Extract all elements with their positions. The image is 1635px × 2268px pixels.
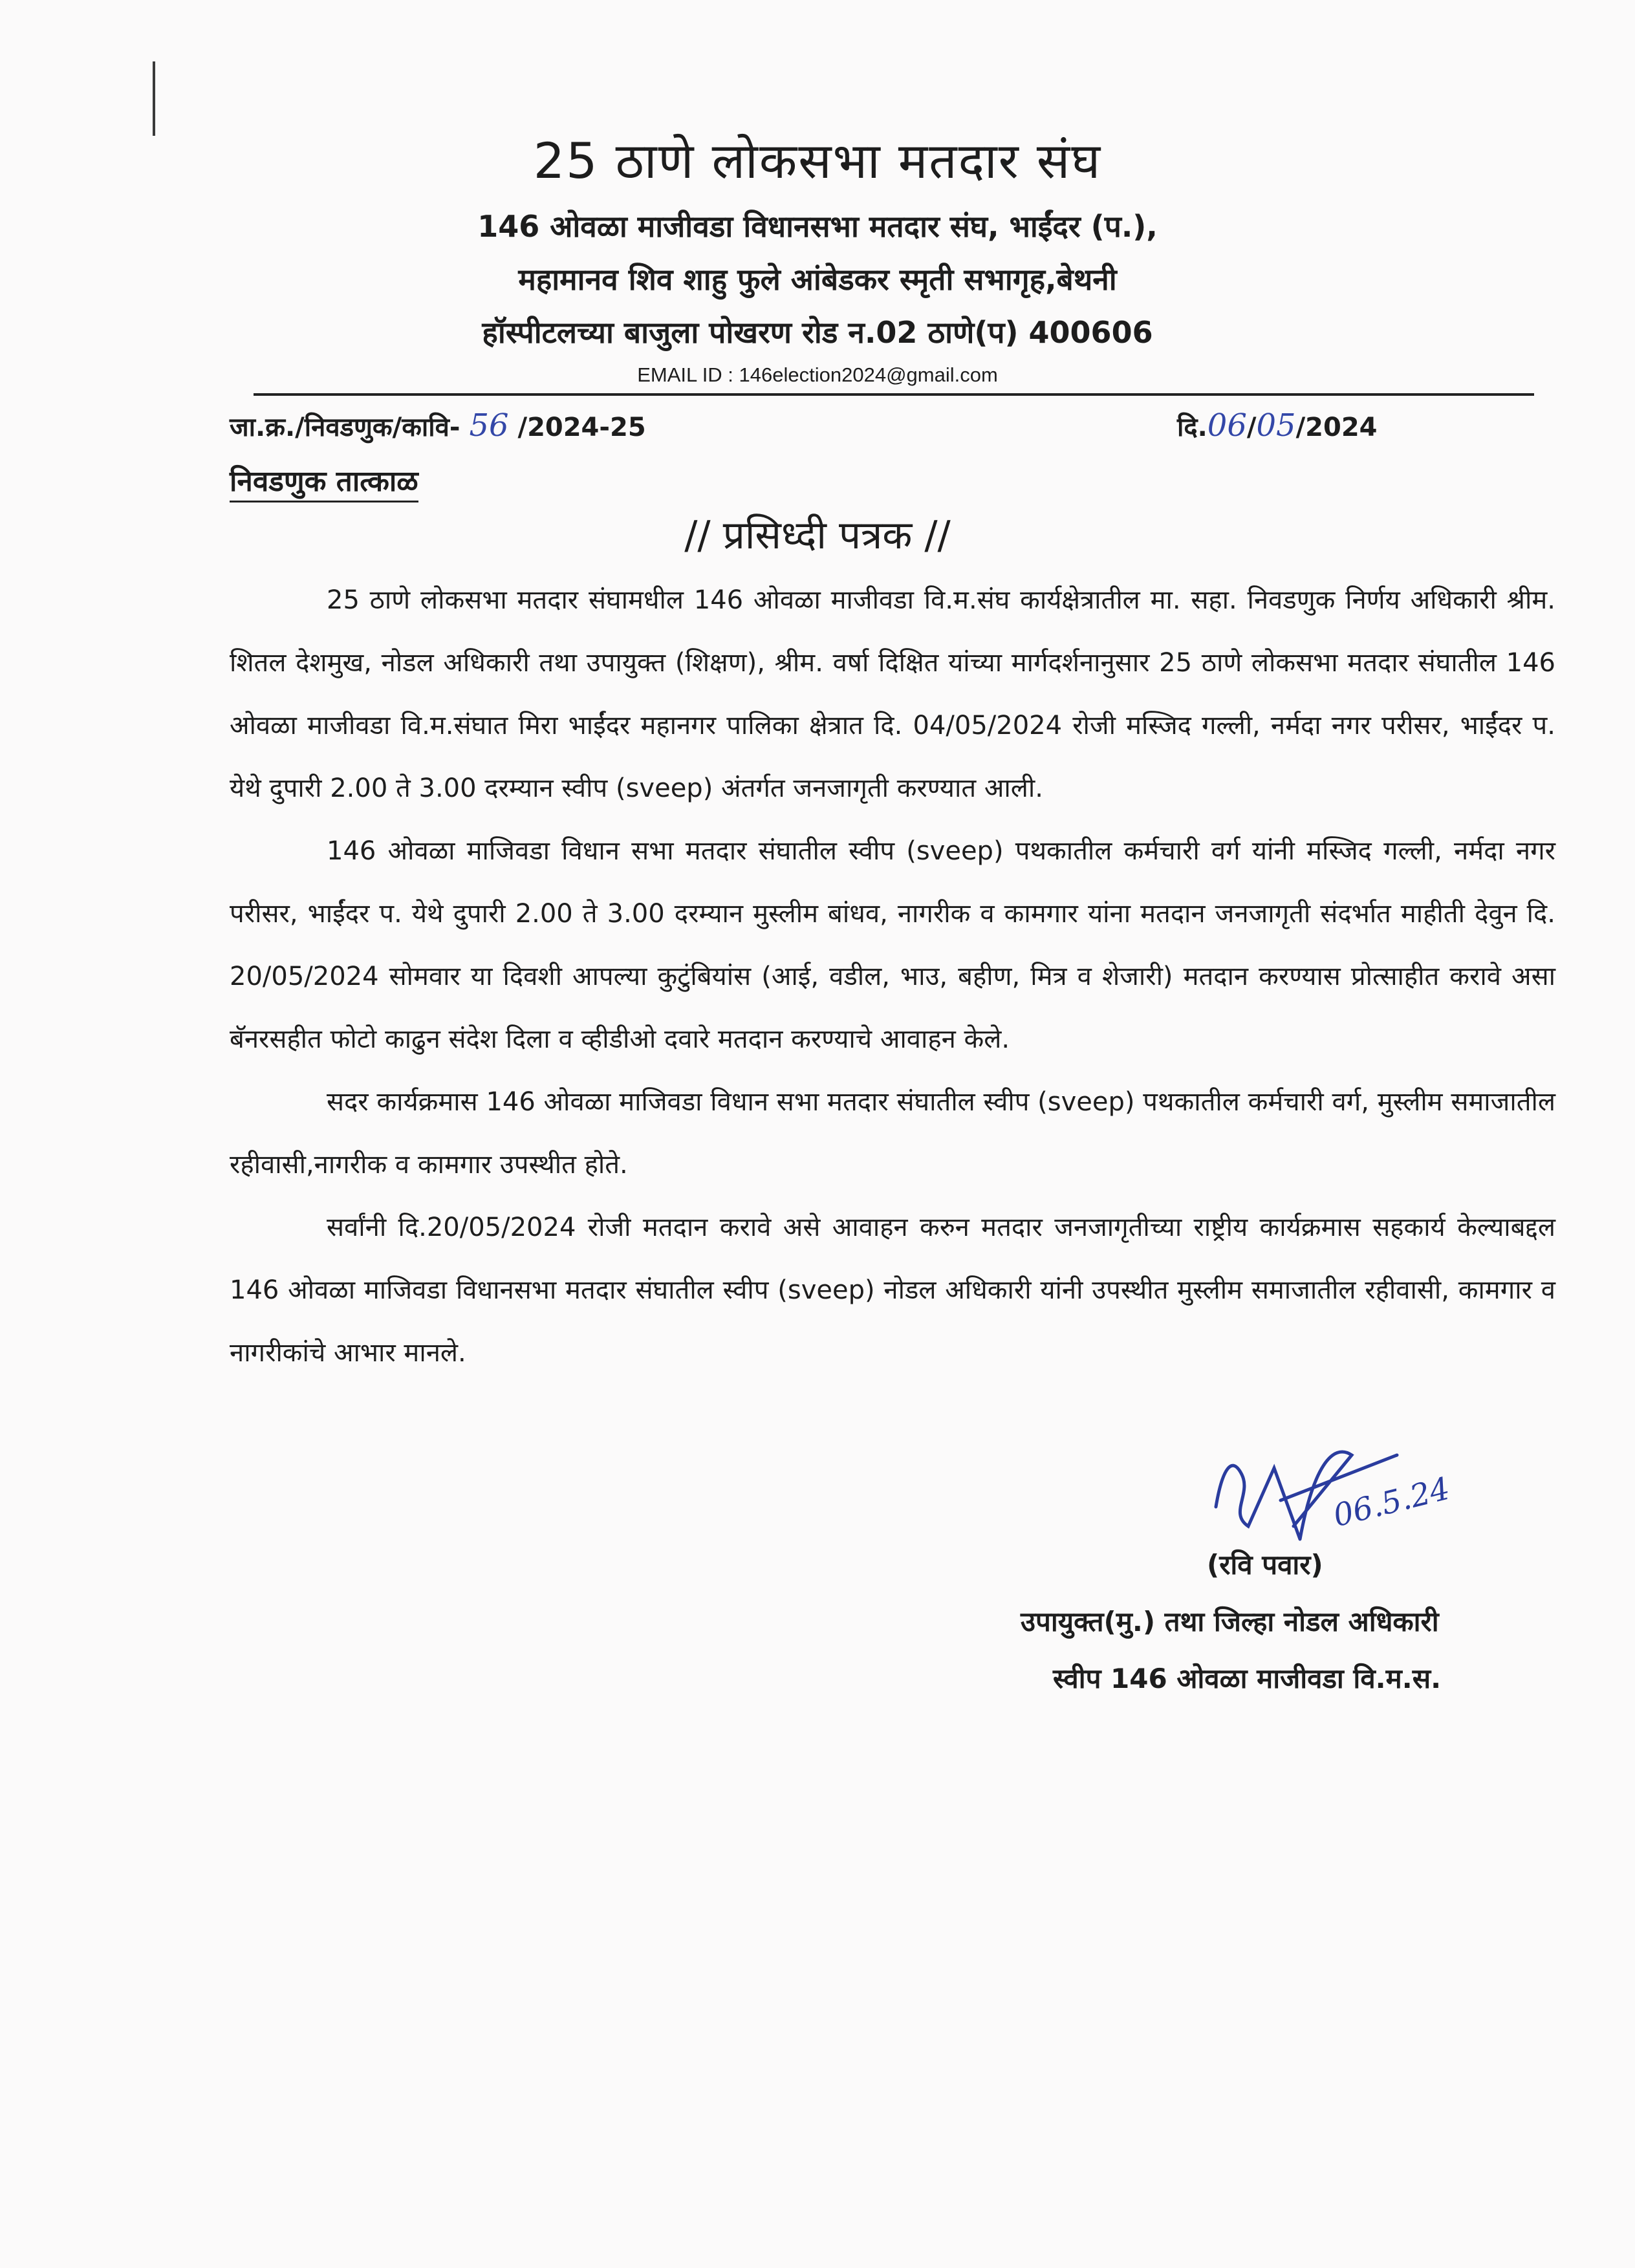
urgent-label: निवडणुक तात्काळ <box>230 460 418 502</box>
date-month: 05 <box>1256 407 1296 444</box>
paragraph-1: 25 ठाणे लोकसभा मतदार संघामधील 146 ओवळा माजीवडा वि.म.संघ कार्यक्षेत्रातील मा. सहा. निवडणुक निर्णय अधिकारी श्रीम. शितल देशमुख, नोडल अधिकारी तथा उपायुक्त (शिक्षण), श्रीम. वर्षा दिक्षित यांच्या मार्गदर्शनानुसार 25 ठाणे लोकसभा मतदार संघातील 146 ओवळा माजीवडा वि.म.संघात मिरा भाईंदर महानगर पालिका क्षेत्रात दि. 04/05/2024 रोजी मस्जिद गल्ली, नर्मदा नगर परीसर, भाईंदर प. येथे दुपारी 2.00 ते 3.00 दरम्यान स्वीप (sveep) अंतर्गत जनजागृती करण्यात आली. <box>230 585 1555 803</box>
paragraph-4: सर्वांनी दि.20/05/2024 रोजी मतदान करावे असे आवाहन करुन मतदार जनजागृतीच्या राष्ट्रीय कार्यक्रमास सहकार्य केल्याबद्दल 146 ओवळा माजिवडा विधानसभा मतदार संघातील स्वीप (sveep) नोडल अधिकारी यांनी उपस्थीत मुस्लीम समाजातील रहीवासी, कामगार व नागरीकांचे आभार मानले. <box>230 1213 1555 1368</box>
header-divider <box>254 393 1534 396</box>
paragraph-3: सदर कार्यक्रमास 146 ओवळा माजिवडा विधान सभा मतदार संघातील स्वीप (sveep) पथकातील कर्मचारी वर्ग, मुस्लीम समाजातील रहीवासी,नागरीक व कामगार उपस्थीत होते. <box>230 1087 1555 1180</box>
reference-suffix: /2024-25 <box>517 413 646 442</box>
margin-mark <box>153 61 155 136</box>
letter-body <box>230 569 1555 1385</box>
reference-handwritten-number: 56 <box>469 407 509 444</box>
reference-prefix: जा.क्र./निवडणुक/कावि- <box>230 413 460 442</box>
office-line-2: महामानव शिव शाहु फुले आंबेडकर स्मृती सभागृह,बेथनी <box>518 262 1117 297</box>
date-prefix: दि. <box>1177 413 1207 442</box>
signatory-designation: उपायुक्त(मु.) तथा जिल्हा नोडल अधिकारी <box>1021 1606 1439 1637</box>
document-title: 25 ठाणे लोकसभा मतदार संघ <box>533 132 1102 189</box>
date-day: 06 <box>1207 407 1247 444</box>
office-line-1: 146 ओवळा माजीवडा विधानसभा मतदार संघ, भाईंदर (प.), <box>477 209 1158 244</box>
press-release-heading: // प्रसिध्दी पत्रक // <box>684 513 951 558</box>
email-line: EMAIL ID : 146election2024@gmail.com <box>637 363 998 386</box>
office-line-3: हॉस्पीटलच्या बाजुला पोखरण रोड न.02 ठाणे(प) 400606 <box>482 315 1153 350</box>
signatory-office: स्वीप 146 ओवळा माजीवडा वि.म.स. <box>1053 1663 1442 1694</box>
signature-date: 06.5.24 <box>1329 1470 1454 1535</box>
paragraph-2: 146 ओवळा माजिवडा विधान सभा मतदार संघातील स्वीप (sveep) पथकातील कर्मचारी वर्ग यांनी मस्जिद गल्ली, नर्मदा नगर परीसर, भाईंदर प. येथे दुपारी 2.00 ते 3.00 दरम्यान मुस्लीम बांधव, नागरीक व कामगार यांना मतदान जनजागृती संदर्भात माहीती देवुन दि. 20/05/2024 सोमवार या दिवशी आपल्या कुटुंबियांस (आई, वडील, भाउ, बहीण, मित्र व शेजारी) मतदान करण्यास प्रोत्साहीत करावे असा बॅनरसहीत फोटो काढुन संदेश दिला व व्हीडीओ दवारे मतदान करण्याचे आवाहन केले. <box>230 836 1555 1054</box>
date-separator: / <box>1246 413 1257 442</box>
reference-date <box>1177 407 1378 444</box>
date-year: /2024 <box>1295 413 1378 442</box>
signatory-name: (रवि पवार) <box>1207 1549 1323 1581</box>
reference-number <box>230 407 646 444</box>
